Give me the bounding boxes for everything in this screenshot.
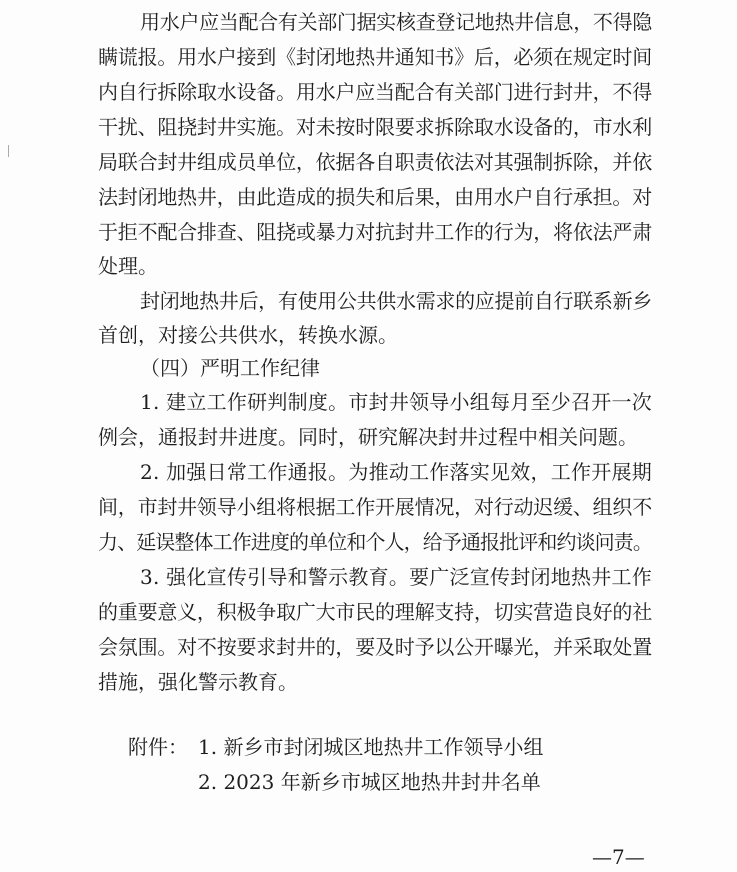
- text-line: 首创，对接公共供水，转换水源。: [98, 323, 398, 347]
- text-line: 例会，通报封井进度。同时，研究解决封井过程中相关问题。: [98, 425, 638, 449]
- text-line: 干扰、阻挠封井实施。对未按时限要求拆除取水设备的，市水利: [98, 115, 653, 139]
- attachments-label: 附件：: [128, 735, 188, 759]
- section-heading: （四）严明工作纪律: [140, 356, 320, 380]
- text-line: 的重要意义，积极争取广大市民的理解支持，切实营造良好的社: [98, 600, 653, 624]
- text-line: 2. 加强日常工作通报。为推动工作落实见效，工作开展期: [140, 460, 652, 484]
- attachment-item: 1. 新乡市封闭城区地热井工作领导小组: [198, 735, 544, 759]
- text-line: 处理。: [98, 254, 158, 278]
- text-line: 措施，强化警示教育。: [98, 670, 298, 694]
- text-line: 内自行拆除取水设备。用水户应当配合有关部门进行封井，不得: [98, 80, 653, 104]
- text-line: 1. 建立工作研判制度。市封井领导小组每月至少召开一次: [140, 390, 652, 414]
- text-line: 3. 强化宣传引导和警示教育。要广泛宣传封闭地热井工作: [140, 565, 652, 589]
- text-line: 局联合封井组成员单位，依据各自职责依法对其强制拆除，并依: [98, 150, 653, 174]
- text-line: 瞒谎报。用水户接到《封闭地热井通知书》后，必须在规定时间: [98, 45, 653, 69]
- scan-mark: [8, 145, 9, 157]
- text-line: 于拒不配合排查、阻挠或暴力对抗封井工作的行为，将依法严肃: [98, 220, 653, 244]
- text-line: 力、延误整体工作进度的单位和个人，给予通报批评和约谈问责。: [98, 530, 652, 554]
- text-line: 会氛围。对不按要求封井的，要及时予以公开曝光，并采取处置: [98, 635, 653, 659]
- text-line: 法封闭地热井，由此造成的损失和后果，由用水户自行承担。对: [98, 185, 653, 209]
- text-line: 间，市封井领导小组将根据工作开展情况，对行动迟缓、组织不: [98, 495, 653, 519]
- text-line: 用水户应当配合有关部门据实核查登记地热井信息，不得隐: [140, 10, 652, 34]
- attachment-item: 2. 2023 年新乡市城区地热井封井名单: [198, 770, 541, 794]
- text-line: 封闭地热井后，有使用公共供水需求的应提前自行联系新乡: [140, 289, 652, 313]
- page-number: —7—: [592, 845, 645, 869]
